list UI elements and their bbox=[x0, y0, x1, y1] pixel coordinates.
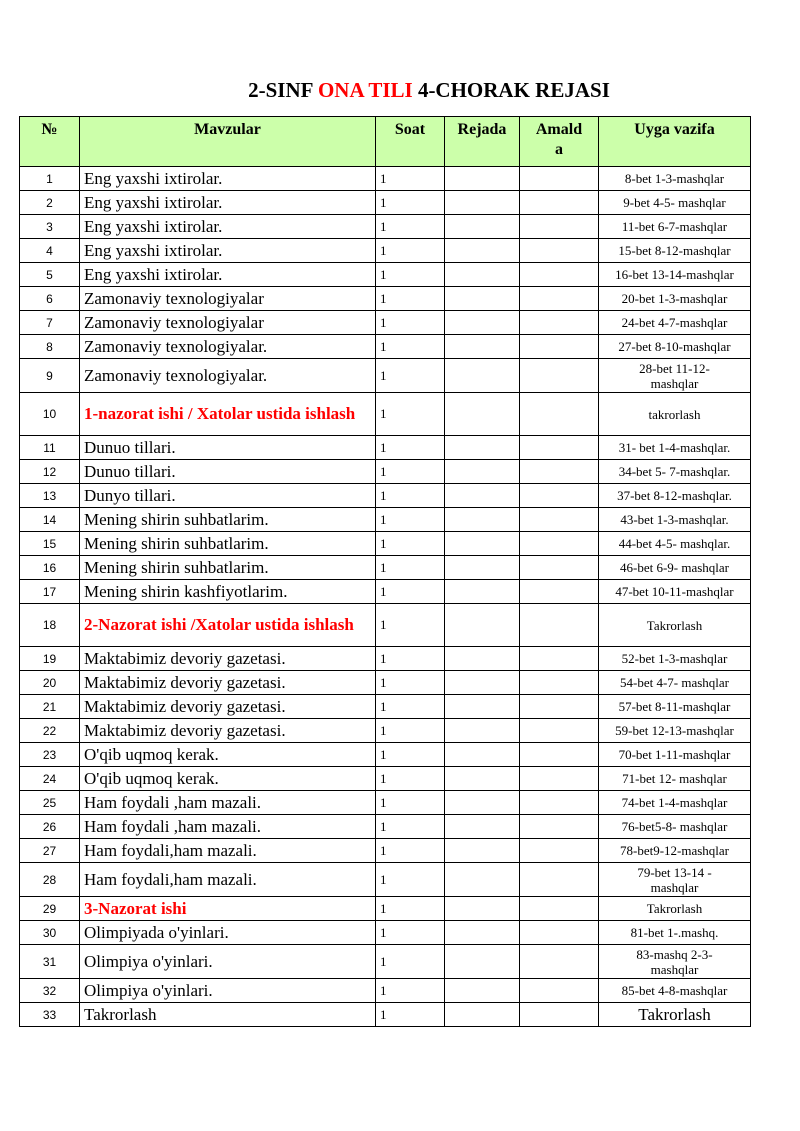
row-homework: 8-bet 1-3-mashqlar bbox=[599, 167, 751, 191]
row-homework: 76-bet5-8- mashqlar bbox=[599, 815, 751, 839]
row-hours: 1 bbox=[376, 979, 445, 1003]
row-actual bbox=[520, 239, 599, 263]
row-planned bbox=[445, 719, 520, 743]
row-actual bbox=[520, 215, 599, 239]
row-topic: Dunyo tillari. bbox=[80, 484, 376, 508]
row-homework: Takrorlash bbox=[599, 897, 751, 921]
row-number: 6 bbox=[20, 287, 80, 311]
row-number: 4 bbox=[20, 239, 80, 263]
row-planned bbox=[445, 287, 520, 311]
row-number: 22 bbox=[20, 719, 80, 743]
row-topic: Maktabimiz devoriy gazetasi. bbox=[80, 647, 376, 671]
row-number: 17 bbox=[20, 580, 80, 604]
table-row bbox=[20, 287, 751, 311]
row-number: 31 bbox=[20, 945, 80, 979]
table-row bbox=[20, 532, 751, 556]
header-number: № bbox=[20, 117, 80, 167]
row-actual bbox=[520, 671, 599, 695]
row-homework: 11-bet 6-7-mashqlar bbox=[599, 215, 751, 239]
row-homework: 31- bet 1-4-mashqlar. bbox=[599, 436, 751, 460]
table-row bbox=[20, 580, 751, 604]
row-homework: 27-bet 8-10-mashqlar bbox=[599, 335, 751, 359]
row-number: 1 bbox=[20, 167, 80, 191]
row-actual bbox=[520, 945, 599, 979]
row-topic: Eng yaxshi ixtirolar. bbox=[80, 215, 376, 239]
row-planned bbox=[445, 263, 520, 287]
row-number: 25 bbox=[20, 791, 80, 815]
row-hours: 1 bbox=[376, 580, 445, 604]
row-actual bbox=[520, 311, 599, 335]
row-homework: 46-bet 6-9- mashqlar bbox=[599, 556, 751, 580]
row-topic: Ham foydali,ham mazali. bbox=[80, 863, 376, 897]
row-hours: 1 bbox=[376, 719, 445, 743]
table-header-row bbox=[20, 117, 751, 167]
table-row bbox=[20, 743, 751, 767]
table-row bbox=[20, 671, 751, 695]
table-row bbox=[20, 863, 751, 897]
row-actual bbox=[520, 863, 599, 897]
row-hours: 1 bbox=[376, 393, 445, 436]
row-topic: Zamonaviy texnologiyalar. bbox=[80, 335, 376, 359]
row-planned bbox=[445, 1003, 520, 1027]
row-homework: 81-bet 1-.mashq. bbox=[599, 921, 751, 945]
title-quarter-plan: 4-CHORAK REJASI bbox=[412, 78, 610, 102]
row-homework: Takrorlash bbox=[599, 604, 751, 647]
row-actual bbox=[520, 393, 599, 436]
row-topic: Eng yaxshi ixtirolar. bbox=[80, 239, 376, 263]
title-grade: 2-SINF bbox=[248, 78, 318, 102]
row-hours: 1 bbox=[376, 263, 445, 287]
row-actual bbox=[520, 695, 599, 719]
row-number: 14 bbox=[20, 508, 80, 532]
header-actual: Amald a bbox=[520, 117, 599, 167]
table-row bbox=[20, 484, 751, 508]
table-row bbox=[20, 436, 751, 460]
row-topic: Eng yaxshi ixtirolar. bbox=[80, 191, 376, 215]
table-row bbox=[20, 215, 751, 239]
row-planned bbox=[445, 508, 520, 532]
row-actual bbox=[520, 508, 599, 532]
row-hours: 1 bbox=[376, 191, 445, 215]
row-hours: 1 bbox=[376, 604, 445, 647]
row-planned bbox=[445, 897, 520, 921]
row-homework: Takrorlash bbox=[599, 1003, 751, 1027]
row-homework: 74-bet 1-4-mashqlar bbox=[599, 791, 751, 815]
table-row bbox=[20, 839, 751, 863]
row-hours: 1 bbox=[376, 921, 445, 945]
row-actual bbox=[520, 484, 599, 508]
row-number: 27 bbox=[20, 839, 80, 863]
table-row bbox=[20, 1003, 751, 1027]
row-homework: 44-bet 4-5- mashqlar. bbox=[599, 532, 751, 556]
row-actual bbox=[520, 460, 599, 484]
row-planned bbox=[445, 167, 520, 191]
header-homework: Uyga vazifa bbox=[599, 117, 751, 167]
row-number: 21 bbox=[20, 695, 80, 719]
row-actual bbox=[520, 647, 599, 671]
row-number: 9 bbox=[20, 359, 80, 393]
row-hours: 1 bbox=[376, 1003, 445, 1027]
row-hours: 1 bbox=[376, 647, 445, 671]
row-actual bbox=[520, 921, 599, 945]
row-number: 20 bbox=[20, 671, 80, 695]
row-planned bbox=[445, 460, 520, 484]
row-homework: 57-bet 8-11-mashqlar bbox=[599, 695, 751, 719]
row-number: 15 bbox=[20, 532, 80, 556]
row-number: 24 bbox=[20, 767, 80, 791]
row-planned bbox=[445, 191, 520, 215]
table-row bbox=[20, 263, 751, 287]
row-number: 13 bbox=[20, 484, 80, 508]
row-homework: 20-bet 1-3-mashqlar bbox=[599, 287, 751, 311]
table-row bbox=[20, 393, 751, 436]
row-topic: Olimpiya o'yinlari. bbox=[80, 945, 376, 979]
row-planned bbox=[445, 436, 520, 460]
table-row bbox=[20, 311, 751, 335]
row-homework: takrorlash bbox=[599, 393, 751, 436]
page-title bbox=[0, 78, 800, 103]
row-hours: 1 bbox=[376, 945, 445, 979]
row-planned bbox=[445, 604, 520, 647]
row-hours: 1 bbox=[376, 460, 445, 484]
row-homework: 34-bet 5- 7-mashqlar. bbox=[599, 460, 751, 484]
row-homework: 16-bet 13-14-mashqlar bbox=[599, 263, 751, 287]
row-number: 28 bbox=[20, 863, 80, 897]
row-homework: 78-bet9-12-mashqlar bbox=[599, 839, 751, 863]
row-planned bbox=[445, 647, 520, 671]
row-planned bbox=[445, 945, 520, 979]
row-planned bbox=[445, 921, 520, 945]
row-hours: 1 bbox=[376, 815, 445, 839]
table-row bbox=[20, 460, 751, 484]
row-topic: Ham foydali ,ham mazali. bbox=[80, 815, 376, 839]
table-row bbox=[20, 359, 751, 393]
row-planned bbox=[445, 767, 520, 791]
row-hours: 1 bbox=[376, 863, 445, 897]
row-actual bbox=[520, 767, 599, 791]
title-subject: ONA TILI bbox=[317, 78, 413, 102]
row-topic: Olimpiyada o'yinlari. bbox=[80, 921, 376, 945]
row-topic: Mening shirin suhbatlarim. bbox=[80, 508, 376, 532]
row-topic: Ham foydali ,ham mazali. bbox=[80, 791, 376, 815]
row-homework: 37-bet 8-12-mashqlar. bbox=[599, 484, 751, 508]
table-row bbox=[20, 945, 751, 979]
lesson-plan-table bbox=[19, 116, 751, 1027]
row-hours: 1 bbox=[376, 839, 445, 863]
table-row bbox=[20, 335, 751, 359]
row-number: 11 bbox=[20, 436, 80, 460]
row-topic: 3-Nazorat ishi bbox=[80, 897, 376, 921]
row-number: 32 bbox=[20, 979, 80, 1003]
row-homework: 71-bet 12- mashqlar bbox=[599, 767, 751, 791]
row-number: 23 bbox=[20, 743, 80, 767]
table-row bbox=[20, 791, 751, 815]
row-actual bbox=[520, 287, 599, 311]
row-planned bbox=[445, 484, 520, 508]
row-actual bbox=[520, 532, 599, 556]
table-row bbox=[20, 556, 751, 580]
row-homework: 54-bet 4-7- mashqlar bbox=[599, 671, 751, 695]
row-hours: 1 bbox=[376, 359, 445, 393]
row-actual bbox=[520, 580, 599, 604]
row-number: 5 bbox=[20, 263, 80, 287]
row-hours: 1 bbox=[376, 767, 445, 791]
row-actual bbox=[520, 604, 599, 647]
row-number: 8 bbox=[20, 335, 80, 359]
row-actual bbox=[520, 743, 599, 767]
table-row bbox=[20, 647, 751, 671]
row-topic: Mening shirin kashfiyotlarim. bbox=[80, 580, 376, 604]
row-planned bbox=[445, 580, 520, 604]
row-actual bbox=[520, 335, 599, 359]
row-hours: 1 bbox=[376, 671, 445, 695]
table-row bbox=[20, 979, 751, 1003]
row-actual bbox=[520, 979, 599, 1003]
row-actual bbox=[520, 191, 599, 215]
row-topic: O'qib uqmoq kerak. bbox=[80, 767, 376, 791]
table-row bbox=[20, 508, 751, 532]
row-planned bbox=[445, 393, 520, 436]
row-actual bbox=[520, 839, 599, 863]
table-row bbox=[20, 695, 751, 719]
table-row bbox=[20, 604, 751, 647]
row-topic: Zamonaviy texnologiyalar bbox=[80, 311, 376, 335]
table-row bbox=[20, 719, 751, 743]
row-planned bbox=[445, 863, 520, 897]
row-number: 3 bbox=[20, 215, 80, 239]
row-number: 29 bbox=[20, 897, 80, 921]
row-homework: 24-bet 4-7-mashqlar bbox=[599, 311, 751, 335]
row-planned bbox=[445, 979, 520, 1003]
header-planned: Rejada bbox=[445, 117, 520, 167]
row-number: 10 bbox=[20, 393, 80, 436]
row-topic: Eng yaxshi ixtirolar. bbox=[80, 167, 376, 191]
row-topic: Takrorlash bbox=[80, 1003, 376, 1027]
row-hours: 1 bbox=[376, 239, 445, 263]
row-topic: Zamonaviy texnologiyalar. bbox=[80, 359, 376, 393]
row-hours: 1 bbox=[376, 436, 445, 460]
row-topic: Dunuo tillari. bbox=[80, 436, 376, 460]
row-homework: 28-bet 11-12- mashqlar bbox=[599, 359, 751, 393]
row-topic: O'qib uqmoq kerak. bbox=[80, 743, 376, 767]
row-hours: 1 bbox=[376, 532, 445, 556]
table-row bbox=[20, 239, 751, 263]
row-actual bbox=[520, 436, 599, 460]
header-hours: Soat bbox=[376, 117, 445, 167]
row-hours: 1 bbox=[376, 311, 445, 335]
row-hours: 1 bbox=[376, 287, 445, 311]
row-planned bbox=[445, 532, 520, 556]
row-topic: Eng yaxshi ixtirolar. bbox=[80, 263, 376, 287]
table-row bbox=[20, 815, 751, 839]
row-planned bbox=[445, 215, 520, 239]
row-number: 19 bbox=[20, 647, 80, 671]
row-hours: 1 bbox=[376, 556, 445, 580]
row-homework: 79-bet 13-14 - mashqlar bbox=[599, 863, 751, 897]
row-planned bbox=[445, 556, 520, 580]
row-hours: 1 bbox=[376, 791, 445, 815]
row-number: 33 bbox=[20, 1003, 80, 1027]
row-homework: 85-bet 4-8-mashqlar bbox=[599, 979, 751, 1003]
row-topic: Zamonaviy texnologiyalar bbox=[80, 287, 376, 311]
row-topic: 1-nazorat ishi / Xatolar ustida ishlash bbox=[80, 393, 376, 436]
row-hours: 1 bbox=[376, 508, 445, 532]
row-planned bbox=[445, 335, 520, 359]
row-actual bbox=[520, 359, 599, 393]
row-topic: Olimpiya o'yinlari. bbox=[80, 979, 376, 1003]
row-actual bbox=[520, 1003, 599, 1027]
header-topics: Mavzular bbox=[80, 117, 376, 167]
row-homework: 47-bet 10-11-mashqlar bbox=[599, 580, 751, 604]
row-hours: 1 bbox=[376, 335, 445, 359]
row-planned bbox=[445, 695, 520, 719]
row-actual bbox=[520, 791, 599, 815]
row-actual bbox=[520, 167, 599, 191]
row-actual bbox=[520, 897, 599, 921]
row-homework: 15-bet 8-12-mashqlar bbox=[599, 239, 751, 263]
row-number: 26 bbox=[20, 815, 80, 839]
table-row bbox=[20, 921, 751, 945]
row-planned bbox=[445, 743, 520, 767]
row-hours: 1 bbox=[376, 897, 445, 921]
row-number: 12 bbox=[20, 460, 80, 484]
row-hours: 1 bbox=[376, 743, 445, 767]
row-homework: 59-bet 12-13-mashqlar bbox=[599, 719, 751, 743]
row-number: 7 bbox=[20, 311, 80, 335]
row-homework: 83-mashq 2-3- mashqlar bbox=[599, 945, 751, 979]
row-hours: 1 bbox=[376, 695, 445, 719]
row-topic: Maktabimiz devoriy gazetasi. bbox=[80, 671, 376, 695]
row-planned bbox=[445, 671, 520, 695]
row-planned bbox=[445, 815, 520, 839]
row-topic: Dunuo tillari. bbox=[80, 460, 376, 484]
row-homework: 70-bet 1-11-mashqlar bbox=[599, 743, 751, 767]
row-actual bbox=[520, 556, 599, 580]
row-hours: 1 bbox=[376, 167, 445, 191]
row-topic: Mening shirin suhbatlarim. bbox=[80, 556, 376, 580]
row-actual bbox=[520, 815, 599, 839]
row-topic: Mening shirin suhbatlarim. bbox=[80, 532, 376, 556]
row-homework: 9-bet 4-5- mashqlar bbox=[599, 191, 751, 215]
table-body bbox=[20, 167, 751, 1027]
table-row bbox=[20, 191, 751, 215]
row-topic: Maktabimiz devoriy gazetasi. bbox=[80, 695, 376, 719]
row-number: 18 bbox=[20, 604, 80, 647]
row-hours: 1 bbox=[376, 215, 445, 239]
row-topic: Ham foydali,ham mazali. bbox=[80, 839, 376, 863]
row-planned bbox=[445, 839, 520, 863]
row-homework: 43-bet 1-3-mashqlar. bbox=[599, 508, 751, 532]
row-topic: 2-Nazorat ishi /Xatolar ustida ishlash bbox=[80, 604, 376, 647]
row-number: 2 bbox=[20, 191, 80, 215]
table-row bbox=[20, 767, 751, 791]
table-row bbox=[20, 167, 751, 191]
row-hours: 1 bbox=[376, 484, 445, 508]
row-planned bbox=[445, 359, 520, 393]
row-planned bbox=[445, 791, 520, 815]
row-topic: Maktabimiz devoriy gazetasi. bbox=[80, 719, 376, 743]
row-planned bbox=[445, 311, 520, 335]
row-homework: 52-bet 1-3-mashqlar bbox=[599, 647, 751, 671]
row-actual bbox=[520, 719, 599, 743]
row-planned bbox=[445, 239, 520, 263]
table-row bbox=[20, 897, 751, 921]
row-number: 16 bbox=[20, 556, 80, 580]
row-number: 30 bbox=[20, 921, 80, 945]
row-actual bbox=[520, 263, 599, 287]
